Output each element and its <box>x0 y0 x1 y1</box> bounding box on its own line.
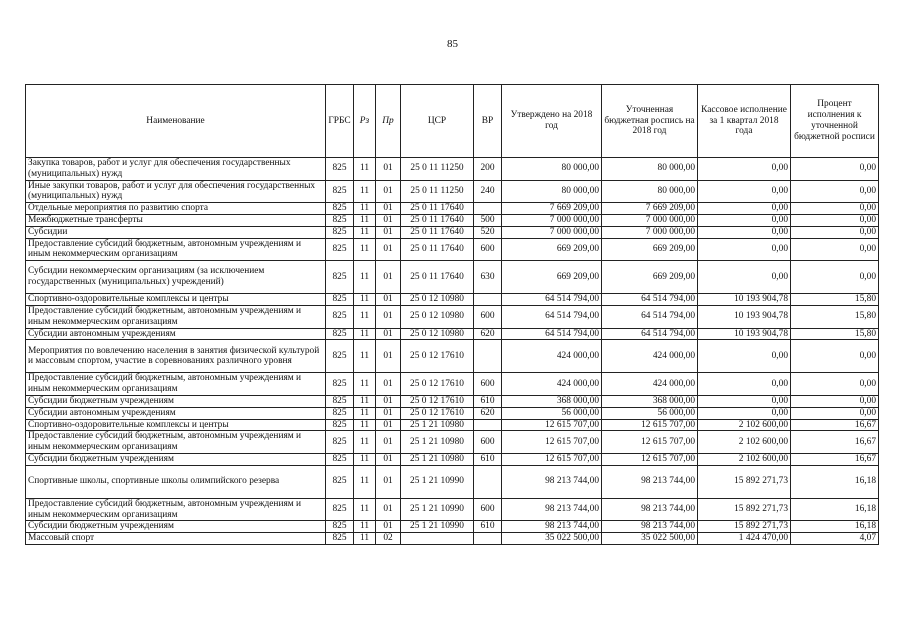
cell-vr: 600 <box>474 305 502 328</box>
table-row <box>26 521 879 533</box>
cell-grbs: 825 <box>326 328 354 340</box>
cell-grbs: 825 <box>326 294 354 306</box>
cell-grbs: 825 <box>326 521 354 533</box>
cell-name: Иные закупки товаров, работ и услуг для обеспечения государственных (муниципальных) нужд <box>26 180 326 203</box>
cell-rz: 11 <box>354 328 376 340</box>
cell-percent: 0,00 <box>791 214 879 226</box>
cell-percent: 16,67 <box>791 453 879 465</box>
table-row <box>26 238 879 261</box>
cell-rz: 11 <box>354 238 376 261</box>
header-pr: Пр <box>376 85 401 158</box>
cell-vr <box>474 294 502 306</box>
header-approved: Утверждено на 2018 год <box>502 85 602 158</box>
cell-pr: 02 <box>376 533 401 545</box>
cell-name: Предоставление субсидий бюджетным, автономным учреждениям и иным некоммерческим организациям <box>26 498 326 521</box>
table-row <box>26 328 879 340</box>
cell-rz: 11 <box>354 158 376 181</box>
cell-percent: 16,18 <box>791 521 879 533</box>
cell-rz: 11 <box>354 533 376 545</box>
table-header-row <box>26 85 879 158</box>
cell-percent: 0,00 <box>791 407 879 419</box>
cell-cash: 2 102 600,00 <box>698 431 791 454</box>
cell-cash: 0,00 <box>698 407 791 419</box>
cell-csr: 25 1 21 10990 <box>401 498 474 521</box>
cell-percent: 0,00 <box>791 261 879 294</box>
cell-revised: 98 213 744,00 <box>602 498 698 521</box>
cell-pr: 01 <box>376 419 401 431</box>
cell-cash: 0,00 <box>698 158 791 181</box>
cell-pr: 01 <box>376 238 401 261</box>
cell-revised: 424 000,00 <box>602 340 698 373</box>
cell-revised: 7 000 000,00 <box>602 226 698 238</box>
cell-cash: 0,00 <box>698 261 791 294</box>
cell-approved: 64 514 794,00 <box>502 305 602 328</box>
cell-pr: 01 <box>376 465 401 498</box>
cell-name: Межбюджетные трансферты <box>26 214 326 226</box>
cell-csr: 25 0 11 17640 <box>401 214 474 226</box>
cell-name: Мероприятия по вовлечению населения в занятия физической культурой и массовым спортом, участие в соревнованиях различного уровня <box>26 340 326 373</box>
table-row <box>26 465 879 498</box>
cell-csr: 25 0 12 17610 <box>401 373 474 396</box>
cell-name: Предоставление субсидий бюджетным, автономным учреждениям и иным некоммерческим организациям <box>26 238 326 261</box>
cell-grbs: 825 <box>326 533 354 545</box>
cell-rz: 11 <box>354 465 376 498</box>
cell-vr: 630 <box>474 261 502 294</box>
cell-revised: 64 514 794,00 <box>602 328 698 340</box>
table-row <box>26 305 879 328</box>
cell-pr: 01 <box>376 373 401 396</box>
cell-revised: 12 615 707,00 <box>602 419 698 431</box>
cell-approved: 669 209,00 <box>502 238 602 261</box>
cell-cash: 0,00 <box>698 226 791 238</box>
cell-csr: 25 0 11 17640 <box>401 203 474 215</box>
cell-grbs: 825 <box>326 158 354 181</box>
cell-rz: 11 <box>354 521 376 533</box>
cell-vr <box>474 533 502 545</box>
cell-revised: 64 514 794,00 <box>602 305 698 328</box>
cell-rz: 11 <box>354 373 376 396</box>
cell-csr: 25 1 21 10980 <box>401 431 474 454</box>
cell-name: Субсидии автономным учреждениям <box>26 328 326 340</box>
cell-approved: 7 669 209,00 <box>502 203 602 215</box>
cell-pr: 01 <box>376 226 401 238</box>
cell-approved: 98 213 744,00 <box>502 521 602 533</box>
table-row <box>26 407 879 419</box>
cell-percent: 16,18 <box>791 498 879 521</box>
cell-cash: 2 102 600,00 <box>698 419 791 431</box>
cell-grbs: 825 <box>326 465 354 498</box>
cell-revised: 7 669 209,00 <box>602 203 698 215</box>
cell-name: Спортивно-оздоровительные комплексы и центры <box>26 294 326 306</box>
cell-pr: 01 <box>376 294 401 306</box>
cell-csr: 25 0 11 17640 <box>401 238 474 261</box>
cell-pr: 01 <box>376 498 401 521</box>
cell-approved: 64 514 794,00 <box>502 294 602 306</box>
cell-rz: 11 <box>354 226 376 238</box>
cell-revised: 7 000 000,00 <box>602 214 698 226</box>
cell-name: Спортивно-оздоровительные комплексы и центры <box>26 419 326 431</box>
cell-name: Предоставление субсидий бюджетным, автономным учреждениям и иным некоммерческим организациям <box>26 431 326 454</box>
cell-name: Массовый спорт <box>26 533 326 545</box>
cell-pr: 01 <box>376 431 401 454</box>
cell-approved: 7 000 000,00 <box>502 226 602 238</box>
table-body <box>26 158 879 545</box>
cell-rz: 11 <box>354 214 376 226</box>
cell-cash: 0,00 <box>698 180 791 203</box>
header-revised: Уточненная бюджетная роспись на 2018 год <box>602 85 698 158</box>
table-row <box>26 340 879 373</box>
cell-approved: 35 022 500,00 <box>502 533 602 545</box>
cell-revised: 35 022 500,00 <box>602 533 698 545</box>
cell-revised: 669 209,00 <box>602 238 698 261</box>
cell-csr: 25 1 21 10980 <box>401 453 474 465</box>
cell-csr: 25 0 11 17640 <box>401 261 474 294</box>
cell-vr <box>474 340 502 373</box>
cell-csr: 25 0 12 10980 <box>401 328 474 340</box>
cell-name: Субсидии <box>26 226 326 238</box>
cell-cash: 10 193 904,78 <box>698 305 791 328</box>
cell-percent: 0,00 <box>791 373 879 396</box>
cell-rz: 11 <box>354 305 376 328</box>
cell-cash: 0,00 <box>698 203 791 215</box>
cell-csr: 25 0 11 11250 <box>401 180 474 203</box>
cell-revised: 368 000,00 <box>602 395 698 407</box>
table-row <box>26 498 879 521</box>
cell-vr: 620 <box>474 328 502 340</box>
cell-cash: 0,00 <box>698 214 791 226</box>
cell-percent: 0,00 <box>791 238 879 261</box>
cell-approved: 56 000,00 <box>502 407 602 419</box>
cell-revised: 80 000,00 <box>602 180 698 203</box>
cell-percent: 15,80 <box>791 328 879 340</box>
cell-vr: 600 <box>474 373 502 396</box>
cell-percent: 16,67 <box>791 419 879 431</box>
cell-name: Отдельные мероприятия по развитию спорта <box>26 203 326 215</box>
cell-rz: 11 <box>354 340 376 373</box>
cell-revised: 12 615 707,00 <box>602 431 698 454</box>
cell-cash: 15 892 271,73 <box>698 521 791 533</box>
table-row <box>26 226 879 238</box>
table-row <box>26 533 879 545</box>
table-row <box>26 180 879 203</box>
cell-pr: 01 <box>376 407 401 419</box>
cell-vr: 610 <box>474 453 502 465</box>
table-row <box>26 214 879 226</box>
cell-grbs: 825 <box>326 180 354 203</box>
cell-percent: 0,00 <box>791 203 879 215</box>
cell-pr: 01 <box>376 158 401 181</box>
cell-approved: 7 000 000,00 <box>502 214 602 226</box>
cell-cash: 0,00 <box>698 373 791 396</box>
cell-approved: 368 000,00 <box>502 395 602 407</box>
header-vr: ВР <box>474 85 502 158</box>
cell-pr: 01 <box>376 203 401 215</box>
cell-percent: 0,00 <box>791 395 879 407</box>
header-rz: Рз <box>354 85 376 158</box>
cell-name: Субсидии бюджетным учреждениям <box>26 521 326 533</box>
cell-approved: 669 209,00 <box>502 261 602 294</box>
table-row <box>26 261 879 294</box>
cell-csr: 25 0 11 11250 <box>401 158 474 181</box>
cell-vr: 200 <box>474 158 502 181</box>
cell-pr: 01 <box>376 305 401 328</box>
cell-pr: 01 <box>376 395 401 407</box>
cell-csr: 25 0 12 10980 <box>401 305 474 328</box>
cell-grbs: 825 <box>326 453 354 465</box>
table-row <box>26 395 879 407</box>
cell-csr: 25 0 12 10980 <box>401 294 474 306</box>
cell-csr: 25 0 11 17640 <box>401 226 474 238</box>
cell-csr: 25 1 21 10980 <box>401 419 474 431</box>
table-row <box>26 203 879 215</box>
cell-name: Предоставление субсидий бюджетным, автономным учреждениям и иным некоммерческим организациям <box>26 373 326 396</box>
cell-grbs: 825 <box>326 419 354 431</box>
table-row <box>26 294 879 306</box>
cell-grbs: 825 <box>326 305 354 328</box>
header-name: Наименование <box>26 85 326 158</box>
cell-pr: 01 <box>376 328 401 340</box>
cell-percent: 0,00 <box>791 340 879 373</box>
cell-approved: 12 615 707,00 <box>502 453 602 465</box>
cell-rz: 11 <box>354 294 376 306</box>
cell-grbs: 825 <box>326 203 354 215</box>
header-cash: Кассовое исполнение за 1 квартал 2018 года <box>698 85 791 158</box>
cell-rz: 11 <box>354 180 376 203</box>
cell-csr: 25 1 21 10990 <box>401 465 474 498</box>
cell-percent: 16,18 <box>791 465 879 498</box>
cell-percent: 4,07 <box>791 533 879 545</box>
page-number: 85 <box>447 38 458 50</box>
cell-rz: 11 <box>354 419 376 431</box>
header-percent: Процент исполнения к уточненной бюджетной росписи <box>791 85 879 158</box>
cell-rz: 11 <box>354 453 376 465</box>
cell-pr: 01 <box>376 180 401 203</box>
cell-revised: 98 213 744,00 <box>602 465 698 498</box>
cell-cash: 10 193 904,78 <box>698 328 791 340</box>
cell-csr: 25 0 12 17610 <box>401 395 474 407</box>
cell-vr: 500 <box>474 214 502 226</box>
cell-pr: 01 <box>376 521 401 533</box>
cell-vr: 520 <box>474 226 502 238</box>
table-row <box>26 453 879 465</box>
cell-cash: 10 193 904,78 <box>698 294 791 306</box>
cell-grbs: 825 <box>326 407 354 419</box>
cell-name: Субсидии автономным учреждениям <box>26 407 326 419</box>
budget-table <box>25 84 879 545</box>
cell-pr: 01 <box>376 453 401 465</box>
header-csr: ЦСР <box>401 85 474 158</box>
cell-grbs: 825 <box>326 340 354 373</box>
table-row <box>26 158 879 181</box>
cell-rz: 11 <box>354 395 376 407</box>
cell-approved: 80 000,00 <box>502 158 602 181</box>
cell-name: Спортивные школы, спортивные школы олимпийского резерва <box>26 465 326 498</box>
cell-vr <box>474 465 502 498</box>
cell-name: Предоставление субсидий бюджетным, автономным учреждениям и иным некоммерческим организациям <box>26 305 326 328</box>
cell-name: Субсидии некоммерческим организациям (за исключением государственных (муниципальных) учреждений) <box>26 261 326 294</box>
cell-cash: 0,00 <box>698 238 791 261</box>
cell-vr: 620 <box>474 407 502 419</box>
cell-cash: 2 102 600,00 <box>698 453 791 465</box>
cell-grbs: 825 <box>326 226 354 238</box>
cell-rz: 11 <box>354 203 376 215</box>
cell-revised: 12 615 707,00 <box>602 453 698 465</box>
cell-approved: 98 213 744,00 <box>502 498 602 521</box>
cell-csr: 25 1 21 10990 <box>401 521 474 533</box>
cell-approved: 12 615 707,00 <box>502 431 602 454</box>
cell-vr: 600 <box>474 238 502 261</box>
cell-csr <box>401 533 474 545</box>
cell-rz: 11 <box>354 261 376 294</box>
table-row <box>26 373 879 396</box>
cell-grbs: 825 <box>326 373 354 396</box>
cell-csr: 25 0 12 17610 <box>401 407 474 419</box>
cell-approved: 64 514 794,00 <box>502 328 602 340</box>
cell-grbs: 825 <box>326 261 354 294</box>
cell-cash: 1 424 470,00 <box>698 533 791 545</box>
cell-cash: 0,00 <box>698 395 791 407</box>
cell-percent: 0,00 <box>791 226 879 238</box>
cell-vr <box>474 419 502 431</box>
cell-name: Субсидии бюджетным учреждениям <box>26 453 326 465</box>
cell-revised: 56 000,00 <box>602 407 698 419</box>
cell-percent: 15,80 <box>791 294 879 306</box>
cell-approved: 424 000,00 <box>502 373 602 396</box>
cell-grbs: 825 <box>326 395 354 407</box>
cell-revised: 80 000,00 <box>602 158 698 181</box>
cell-grbs: 825 <box>326 214 354 226</box>
cell-percent: 0,00 <box>791 180 879 203</box>
cell-cash: 0,00 <box>698 340 791 373</box>
cell-grbs: 825 <box>326 238 354 261</box>
cell-rz: 11 <box>354 498 376 521</box>
cell-percent: 0,00 <box>791 158 879 181</box>
cell-vr: 600 <box>474 498 502 521</box>
cell-vr: 610 <box>474 521 502 533</box>
cell-rz: 11 <box>354 407 376 419</box>
cell-pr: 01 <box>376 261 401 294</box>
cell-name: Субсидии бюджетным учреждениям <box>26 395 326 407</box>
table-row <box>26 431 879 454</box>
cell-pr: 01 <box>376 214 401 226</box>
cell-grbs: 825 <box>326 431 354 454</box>
cell-grbs: 825 <box>326 498 354 521</box>
cell-vr: 240 <box>474 180 502 203</box>
cell-percent: 16,67 <box>791 431 879 454</box>
cell-csr: 25 0 12 17610 <box>401 340 474 373</box>
cell-revised: 64 514 794,00 <box>602 294 698 306</box>
cell-revised: 669 209,00 <box>602 261 698 294</box>
cell-rz: 11 <box>354 431 376 454</box>
cell-cash: 15 892 271,73 <box>698 465 791 498</box>
cell-percent: 15,80 <box>791 305 879 328</box>
cell-approved: 80 000,00 <box>502 180 602 203</box>
cell-approved: 12 615 707,00 <box>502 419 602 431</box>
cell-approved: 98 213 744,00 <box>502 465 602 498</box>
header-grbs: ГРБС <box>326 85 354 158</box>
cell-revised: 98 213 744,00 <box>602 521 698 533</box>
cell-cash: 15 892 271,73 <box>698 498 791 521</box>
cell-pr: 01 <box>376 340 401 373</box>
table-row <box>26 419 879 431</box>
cell-approved: 424 000,00 <box>502 340 602 373</box>
cell-name: Закупка товаров, работ и услуг для обеспечения государственных (муниципальных) нужд <box>26 158 326 181</box>
cell-vr <box>474 203 502 215</box>
cell-vr: 600 <box>474 431 502 454</box>
cell-vr: 610 <box>474 395 502 407</box>
cell-revised: 424 000,00 <box>602 373 698 396</box>
